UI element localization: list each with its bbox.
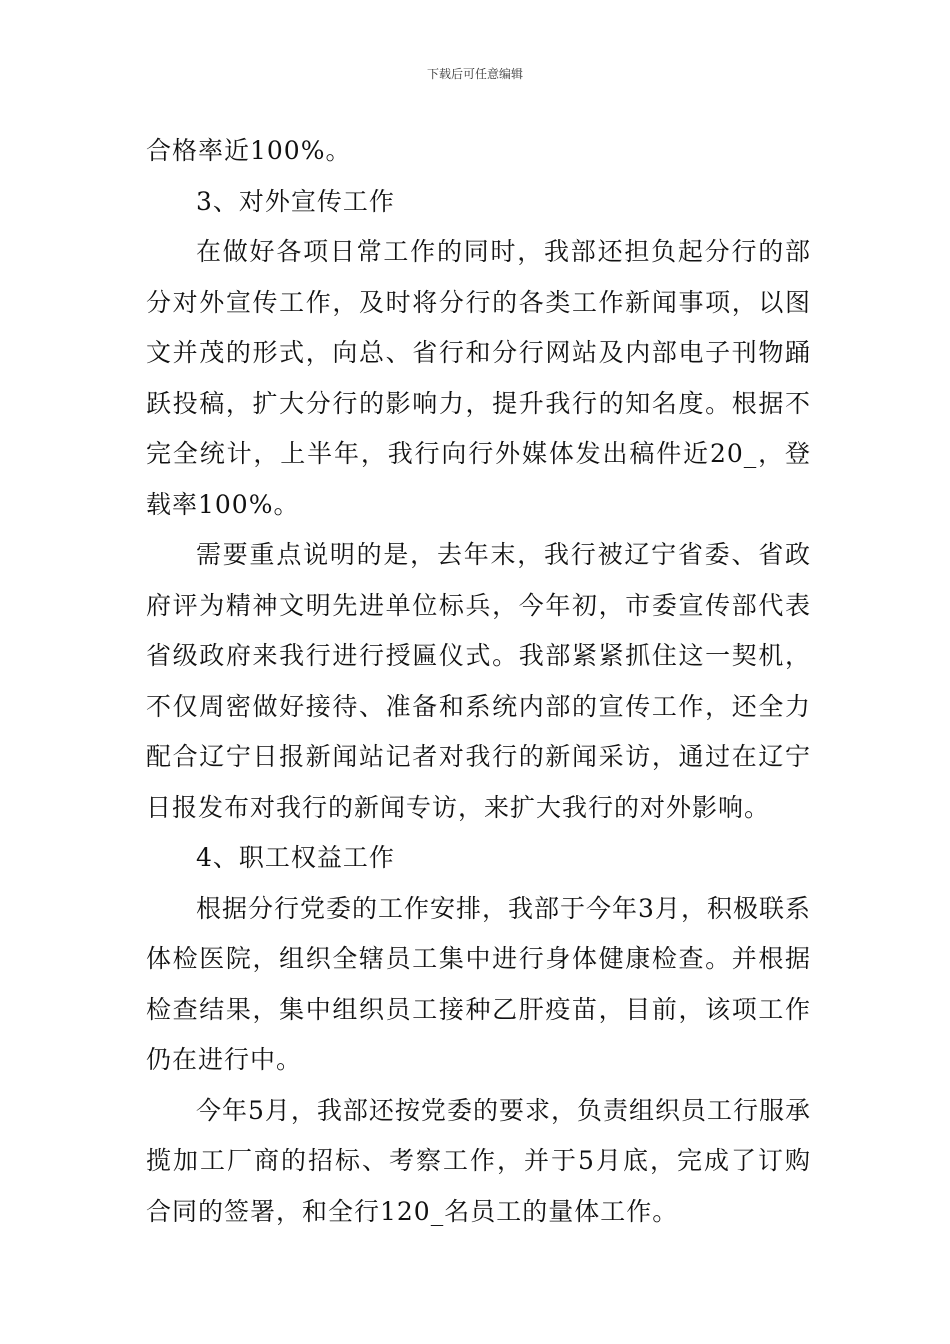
paragraph-publicity-work: 在做好各项日常工作的同时，我部还担负起分行的部分对外宣传工作，及时将分行的各类工作新闻事项，以图文并茂的形式，向总、省行和分行网站及内部电子刊物踊跃投稿，扩大分行的影响力，提升我行的知名度。根据不完全统计，上半年，我行向行外媒体发出稿件近20_，登载率100%。 <box>146 237 811 519</box>
document-body <box>146 126 811 1237</box>
page-header: 下载后可任意编辑 <box>426 67 523 81</box>
paragraph-key-explanation: 需要重点说明的是，去年末，我行被辽宁省委、省政府评为精神文明先进单位标兵，今年初，市委宣传部代表省级政府来我行进行授匾仪式。我部紧紧抓住这一契机，不仅周密做好接待、准备和系统内部的宣传工作，还全力配合辽宁日报新闻站记者对我行的新闻采访，通过在辽宁日报发布对我行的新闻专访，来扩大我行的对外影响。 <box>146 540 811 822</box>
paragraph-continuation: 合格率近100%。 <box>146 136 352 165</box>
section-heading-employee-rights: 4、职工权益工作 <box>196 843 395 872</box>
section-heading-external-publicity: 3、对外宣传工作 <box>196 186 395 216</box>
paragraph-health-check: 根据分行党委的工作安排，我部于今年3月，积极联系体检医院，组织全辖员工集中进行身体健康检查。并根据检查结果，集中组织员工接种乙肝疫苗，目前，该项工作仍在进行中。 <box>146 893 811 1074</box>
paragraph-uniform-procurement: 今年5月，我部还按党委的要求，负责组织员工行服承揽加工厂商的招标、考察工作，并于5月底，完成了订购合同的签署，和全行120_名员工的量体工作。 <box>146 1095 811 1226</box>
